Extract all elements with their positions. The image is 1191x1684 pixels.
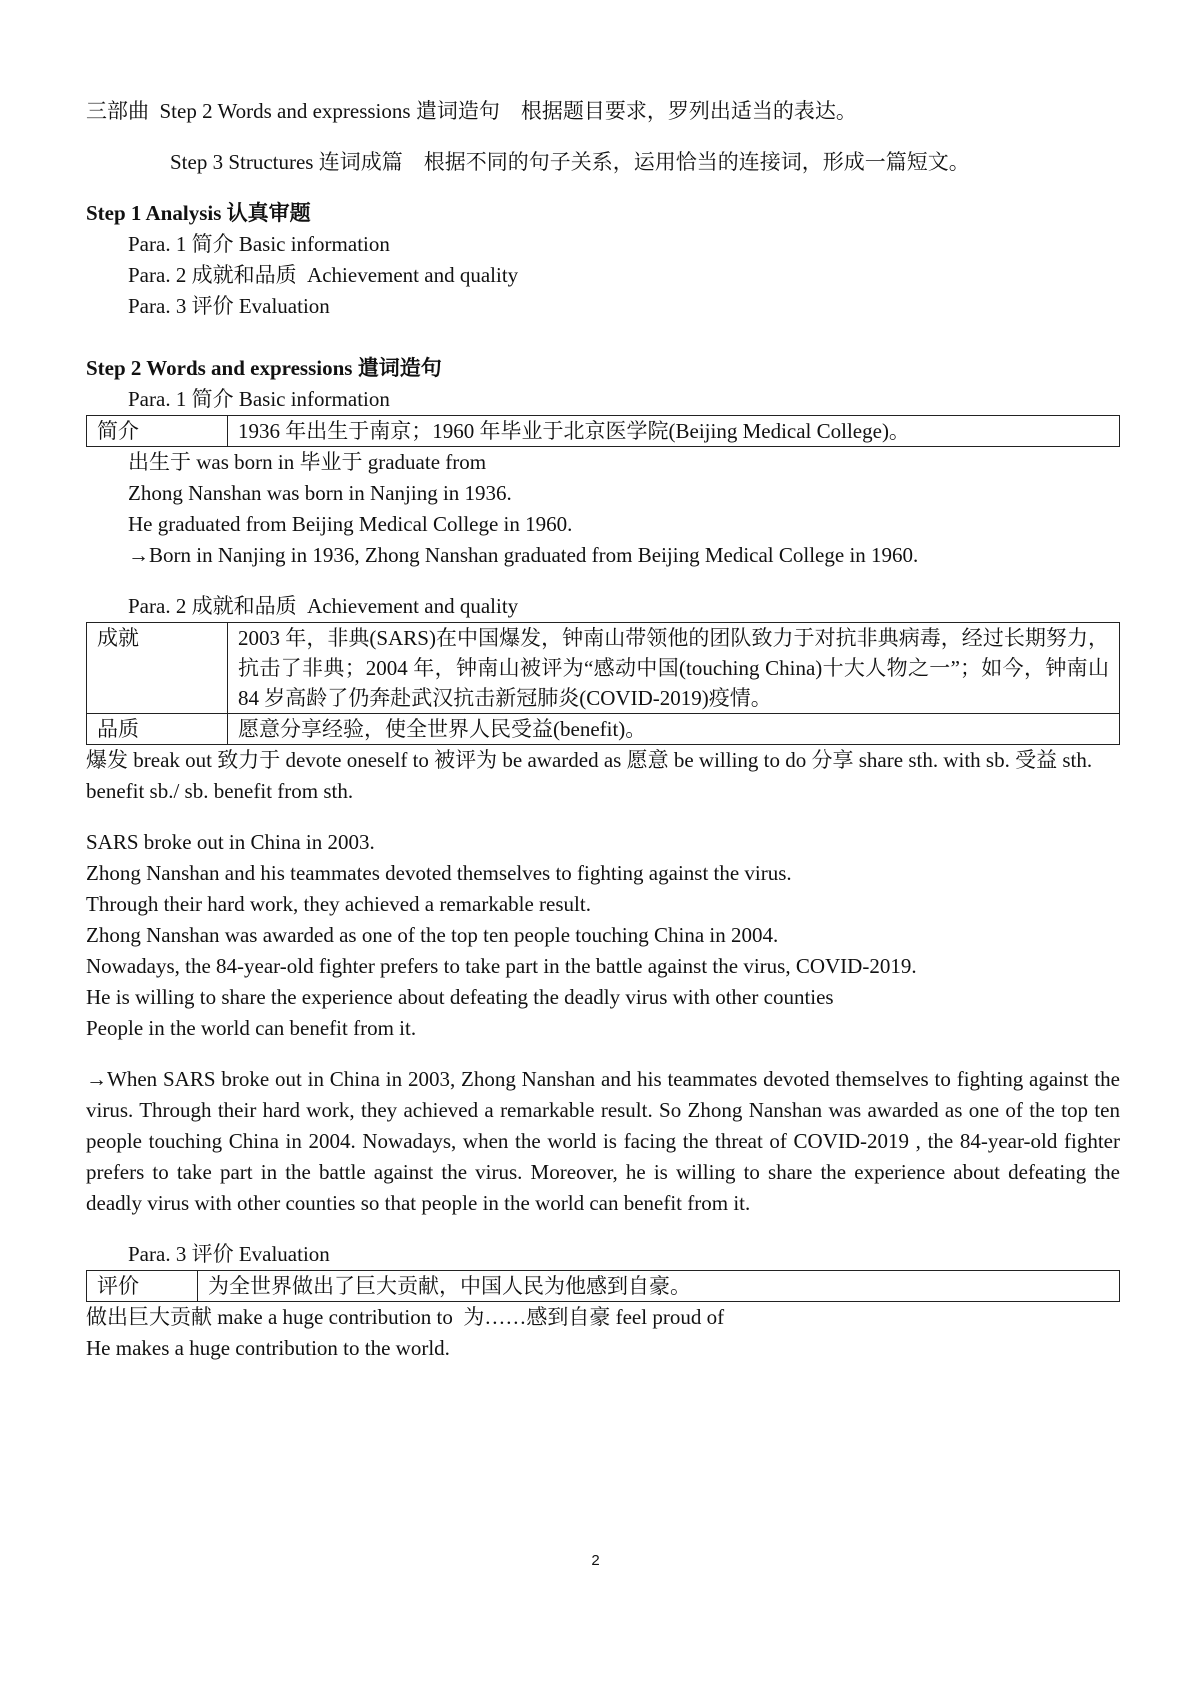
table-label: 简介 xyxy=(87,416,228,447)
para3-line: 做出巨大贡献 make a huge contribution to 为……感到自豪 feel proud of xyxy=(86,1305,725,1329)
para2-sentence: Nowadays, the 84-year-old fighter prefers to take part in the battle against the virus, COVID-2019. xyxy=(86,954,917,978)
step2-heading: Step 2 Words and expressions 遣词造句 xyxy=(86,356,442,380)
intro-line-2: Step 3 Structures 连词成篇 根据不同的句子关系，运用恰当的连接词，形成一篇短文。 xyxy=(170,150,970,174)
para1-table xyxy=(86,415,1120,447)
step1-heading: Step 1 Analysis 认真审题 xyxy=(86,201,311,225)
para2-sentence: Zhong Nanshan and his teammates devoted themselves to fighting against the virus. xyxy=(86,861,792,885)
para2-combined: →When SARS broke out in China in 2003, Zhong Nanshan and his teammates devoted themselves to fighting against the virus. Through their hard work, they achieved a remarkable result. So Zhong Nanshan was awarded as one of the top ten people touching China in 2004. Nowadays, when the world is facing the threat of COVID-2019 , the 84-year-old fighter prefers to take part in the battle against the virus. Moreover, he is willing to share the experience about defeating the deadly virus with other counties so that people in the world can benefit from it. xyxy=(86,1067,1120,1215)
table-label: 评价 xyxy=(87,1271,198,1302)
para3-title: Para. 3 评价 Evaluation xyxy=(128,1242,330,1266)
para1-line: He graduated from Beijing Medical College in 1960. xyxy=(128,512,573,536)
para2-sentence: He is willing to share the experience about defeating the deadly virus with other counties xyxy=(86,985,834,1009)
table-label: 品质 xyxy=(87,714,228,745)
para2-sentence: People in the world can benefit from it. xyxy=(86,1016,417,1040)
para2-title: Para. 2 成就和品质 Achievement and quality xyxy=(128,594,519,618)
table-content: 2003 年，非典(SARS)在中国爆发，钟南山带领他的团队致力于对抗非典病毒，经过长期努力，抗击了非典；2004 年，钟南山被评为“感动中国(touching China)十大人物之一”；如今，钟南山 84 岁高龄了仍奔赴武汉抗击新冠肺炎(COVID-2019)疫情。 xyxy=(228,623,1120,714)
table-content: 1936 年出生于南京；1960 年毕业于北京医学院(Beijing Medical College)。 xyxy=(228,416,1120,447)
table-content: 愿意分享经验，使全世界人民受益(benefit)。 xyxy=(228,714,1120,745)
page-number: 2 xyxy=(591,1552,600,1569)
step1-item-3: Para. 3 评价 Evaluation xyxy=(128,294,330,318)
intro-line-1: 三部曲 Step 2 Words and expressions 遣词造句 根据题目要求，罗列出适当的表达。 xyxy=(86,99,857,123)
table-row xyxy=(87,714,1120,745)
para2-sentence: Zhong Nanshan was awarded as one of the top ten people touching China in 2004. xyxy=(86,923,779,947)
para2-expressions: 爆发 break out 致力于 devote oneself to 被评为 be awarded as 愿意 be willing to do 分享 share sth. with sb. 受益 sth. benefit sb./ sb. benefit from sth. xyxy=(86,748,1093,803)
step1-item-2: Para. 2 成就和品质 Achievement and quality xyxy=(128,263,519,287)
para2-sentence: Through their hard work, they achieved a remarkable result. xyxy=(86,892,591,916)
para1-title: Para. 1 简介 Basic information xyxy=(128,387,390,411)
table-content: 为全世界做出了巨大贡献，中国人民为他感到自豪。 xyxy=(198,1271,1120,1302)
para1-line: →Born in Nanjing in 1936, Zhong Nanshan graduated from Beijing Medical College in 1960. xyxy=(128,543,919,567)
step1-item-1: Para. 1 简介 Basic information xyxy=(128,232,390,256)
para3-table xyxy=(86,1270,1120,1302)
para2-table xyxy=(86,622,1120,745)
para3-line: He makes a huge contribution to the world. xyxy=(86,1336,450,1360)
table-row xyxy=(87,1271,1120,1302)
para1-line: Zhong Nanshan was born in Nanjing in 1936. xyxy=(128,481,512,505)
table-label: 成就 xyxy=(87,623,228,714)
para2-sentence: SARS broke out in China in 2003. xyxy=(86,830,375,854)
table-row xyxy=(87,623,1120,714)
document-page xyxy=(86,96,1120,1364)
para1-line: 出生于 was born in 毕业于 graduate from xyxy=(128,450,487,474)
table-row xyxy=(87,416,1120,447)
